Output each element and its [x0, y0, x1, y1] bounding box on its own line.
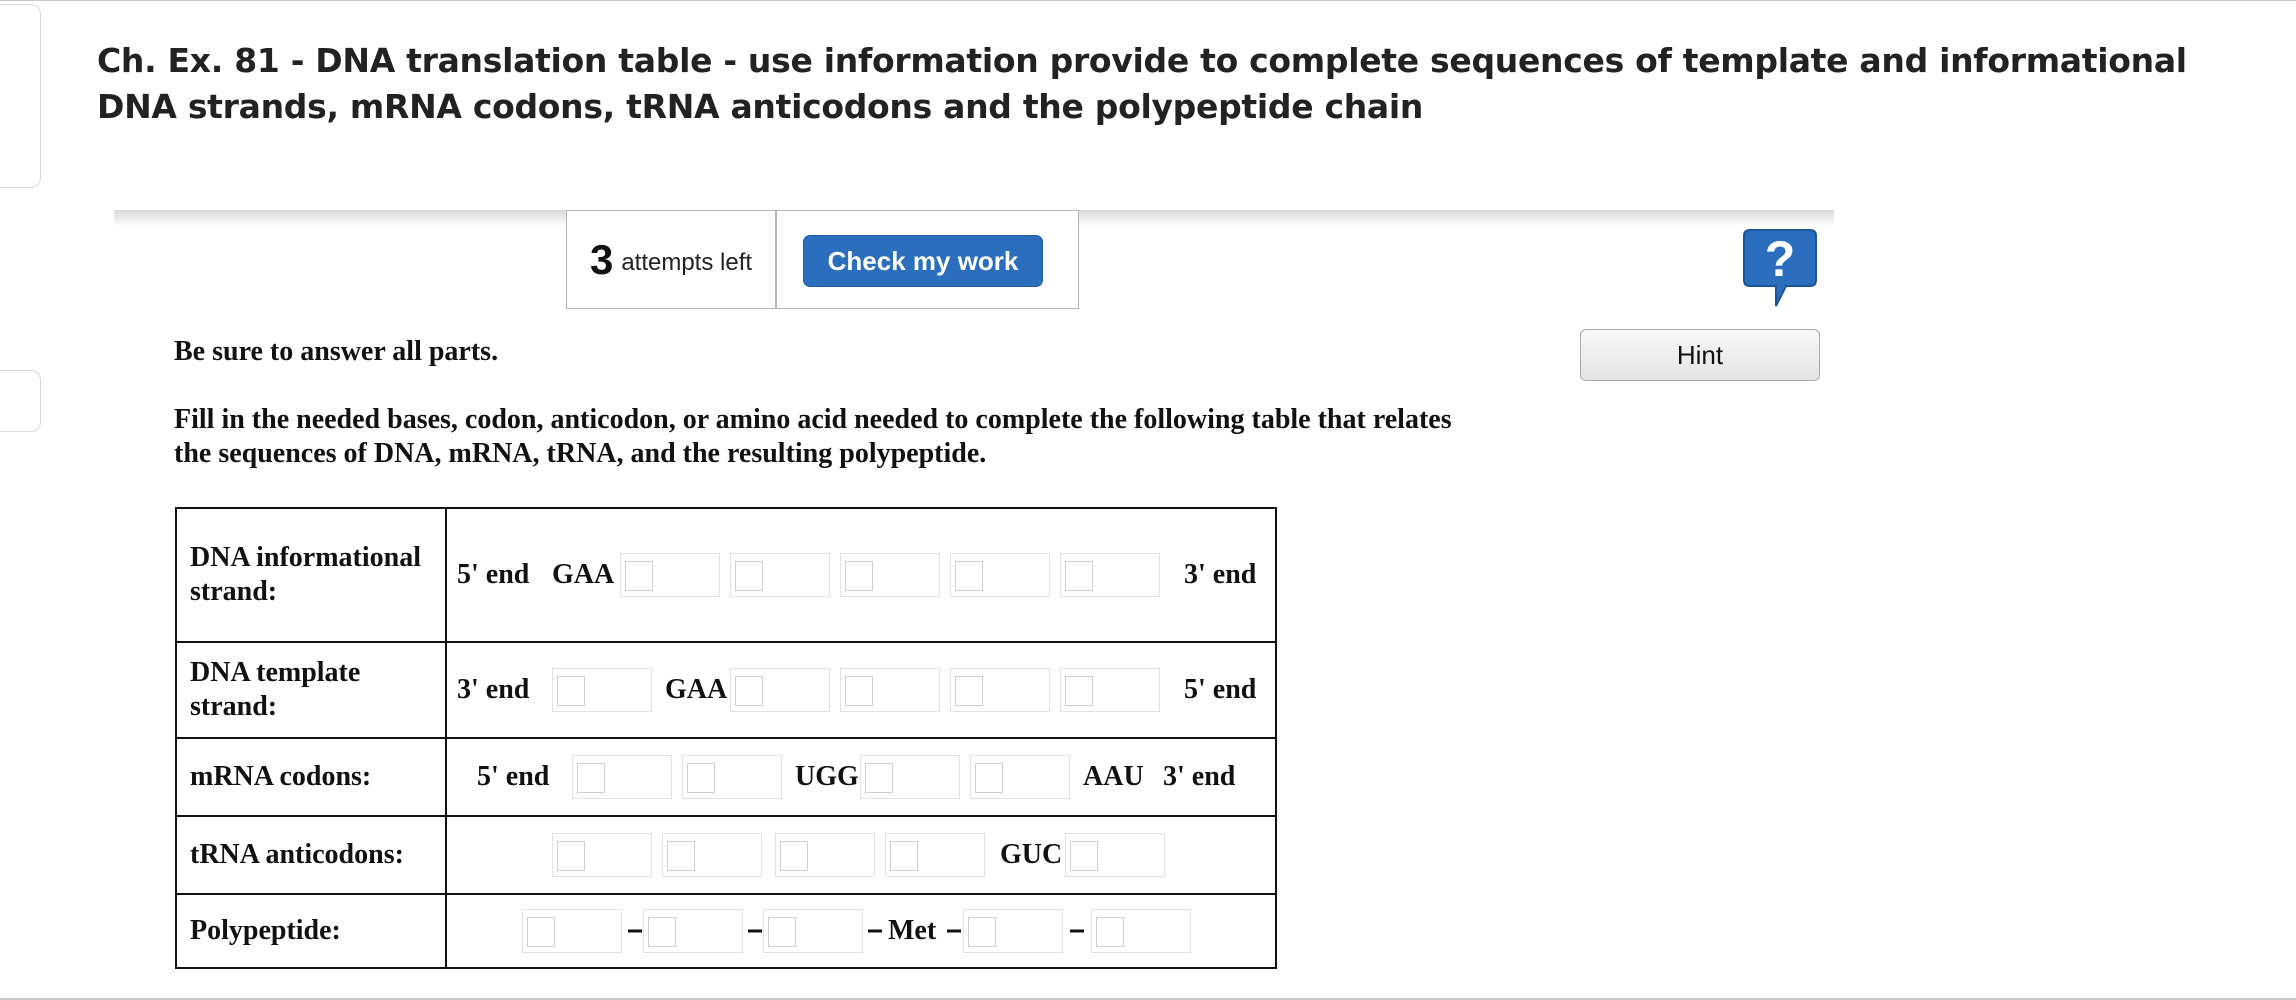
answer-checkbox	[975, 763, 1003, 793]
row-sequence	[447, 895, 1275, 967]
peptide-bond-dash	[868, 930, 882, 933]
answer-input[interactable]	[682, 755, 782, 799]
peptide-bond-dash	[1070, 930, 1084, 933]
instruction-answer-all: Be sure to answer all parts.	[174, 336, 499, 367]
answer-checkbox	[648, 917, 676, 947]
check-work-panel	[776, 210, 1079, 309]
attempts-counter	[566, 210, 776, 309]
row-label: mRNA codons:	[190, 761, 372, 792]
answer-input[interactable]	[970, 755, 1070, 799]
peptide-bond-dash	[748, 930, 762, 933]
row-label: DNA template strand:	[190, 657, 361, 722]
answer-input[interactable]	[885, 833, 985, 877]
answer-checkbox	[768, 917, 796, 947]
given-anticodon: GUC	[1000, 839, 1063, 870]
answer-checkbox	[557, 841, 585, 871]
answer-input[interactable]	[840, 668, 940, 712]
answer-checkbox	[557, 676, 585, 706]
answer-input[interactable]	[950, 553, 1050, 597]
window-top-border	[0, 0, 2296, 1]
answer-checkbox	[1096, 917, 1124, 947]
side-panel-tab[interactable]	[0, 370, 41, 432]
row-label: Polypeptide:	[190, 915, 341, 946]
attempts-label: attempts left	[621, 248, 753, 276]
answer-checkbox	[687, 763, 715, 793]
answer-checkbox	[955, 676, 983, 706]
answer-checkbox	[845, 561, 873, 591]
answer-checkbox	[1065, 561, 1093, 591]
answer-input[interactable]	[1060, 553, 1160, 597]
row-label: tRNA anticodons:	[190, 839, 404, 870]
table-row-mrna	[177, 737, 1275, 815]
end-label: 5' end	[1184, 674, 1257, 705]
answer-input[interactable]	[1060, 668, 1160, 712]
row-sequence	[447, 817, 1275, 893]
row-label: DNA informational strand:	[190, 542, 421, 607]
hint-button[interactable]: Hint	[1580, 329, 1820, 381]
answer-input[interactable]	[840, 553, 940, 597]
check-my-work-button[interactable]: Check my work	[803, 235, 1043, 287]
given-codon: GAA	[665, 674, 728, 705]
attempts-count: 3	[589, 235, 614, 283]
answer-checkbox	[527, 917, 555, 947]
given-codon: UGG	[795, 761, 859, 792]
side-panel-tab[interactable]	[0, 4, 41, 188]
peptide-bond-dash	[947, 930, 961, 933]
answer-checkbox	[577, 763, 605, 793]
table-row-informational	[177, 509, 1275, 641]
start-end-label: 5' end	[457, 559, 530, 590]
answer-input[interactable]	[963, 909, 1063, 953]
given-codon: GAA	[552, 559, 615, 590]
answer-checkbox	[955, 561, 983, 591]
answer-checkbox	[780, 841, 808, 871]
translation-table	[175, 507, 1277, 969]
instruction-fill-in: Fill in the needed bases, codon, anticodon, or amino acid needed to complete the following table that relates the sequences of DNA, mRNA, tRNA, and the resulting polypeptide.	[174, 404, 1452, 469]
answer-input[interactable]	[730, 553, 830, 597]
table-row-trna	[177, 815, 1275, 893]
row-sequence	[447, 509, 1275, 641]
end-label: 3' end	[1184, 559, 1257, 590]
answer-input[interactable]	[775, 833, 875, 877]
question-bubble-icon[interactable]	[1740, 226, 1820, 310]
answer-input[interactable]	[1065, 833, 1165, 877]
answer-input[interactable]	[552, 668, 652, 712]
answer-input[interactable]	[763, 909, 863, 953]
page-title: Ch. Ex. 81 - DNA translation table - use information provide to complete sequences of template and informational DNA strands, mRNA codons, tRNA anticodons and the polypeptide chain	[97, 41, 2187, 126]
answer-input[interactable]	[860, 755, 960, 799]
svg-text:?: ?	[1764, 231, 1796, 287]
answer-input[interactable]	[620, 553, 720, 597]
answer-checkbox	[625, 561, 653, 591]
peptide-bond-dash	[628, 930, 642, 933]
answer-checkbox	[735, 561, 763, 591]
start-end-label: 3' end	[457, 674, 530, 705]
answer-input[interactable]	[643, 909, 743, 953]
answer-checkbox	[968, 917, 996, 947]
answer-checkbox	[1065, 676, 1093, 706]
answer-checkbox	[845, 676, 873, 706]
answer-input[interactable]	[1091, 909, 1191, 953]
answer-input[interactable]	[572, 755, 672, 799]
given-codon: AAU	[1083, 761, 1144, 792]
given-amino-acid: Met	[888, 915, 937, 946]
answer-checkbox	[667, 841, 695, 871]
answer-checkbox	[735, 676, 763, 706]
answer-input[interactable]	[552, 833, 652, 877]
answer-input[interactable]	[522, 909, 622, 953]
answer-input[interactable]	[662, 833, 762, 877]
start-end-label: 5' end	[477, 761, 550, 792]
row-sequence	[447, 643, 1275, 737]
answer-input[interactable]	[950, 668, 1050, 712]
answer-input[interactable]	[730, 668, 830, 712]
end-label: 3' end	[1163, 761, 1236, 792]
row-sequence	[447, 739, 1275, 815]
table-row-polypeptide	[177, 893, 1275, 967]
table-row-template	[177, 641, 1275, 737]
answer-checkbox	[865, 763, 893, 793]
answer-checkbox	[1070, 841, 1098, 871]
answer-checkbox	[890, 841, 918, 871]
